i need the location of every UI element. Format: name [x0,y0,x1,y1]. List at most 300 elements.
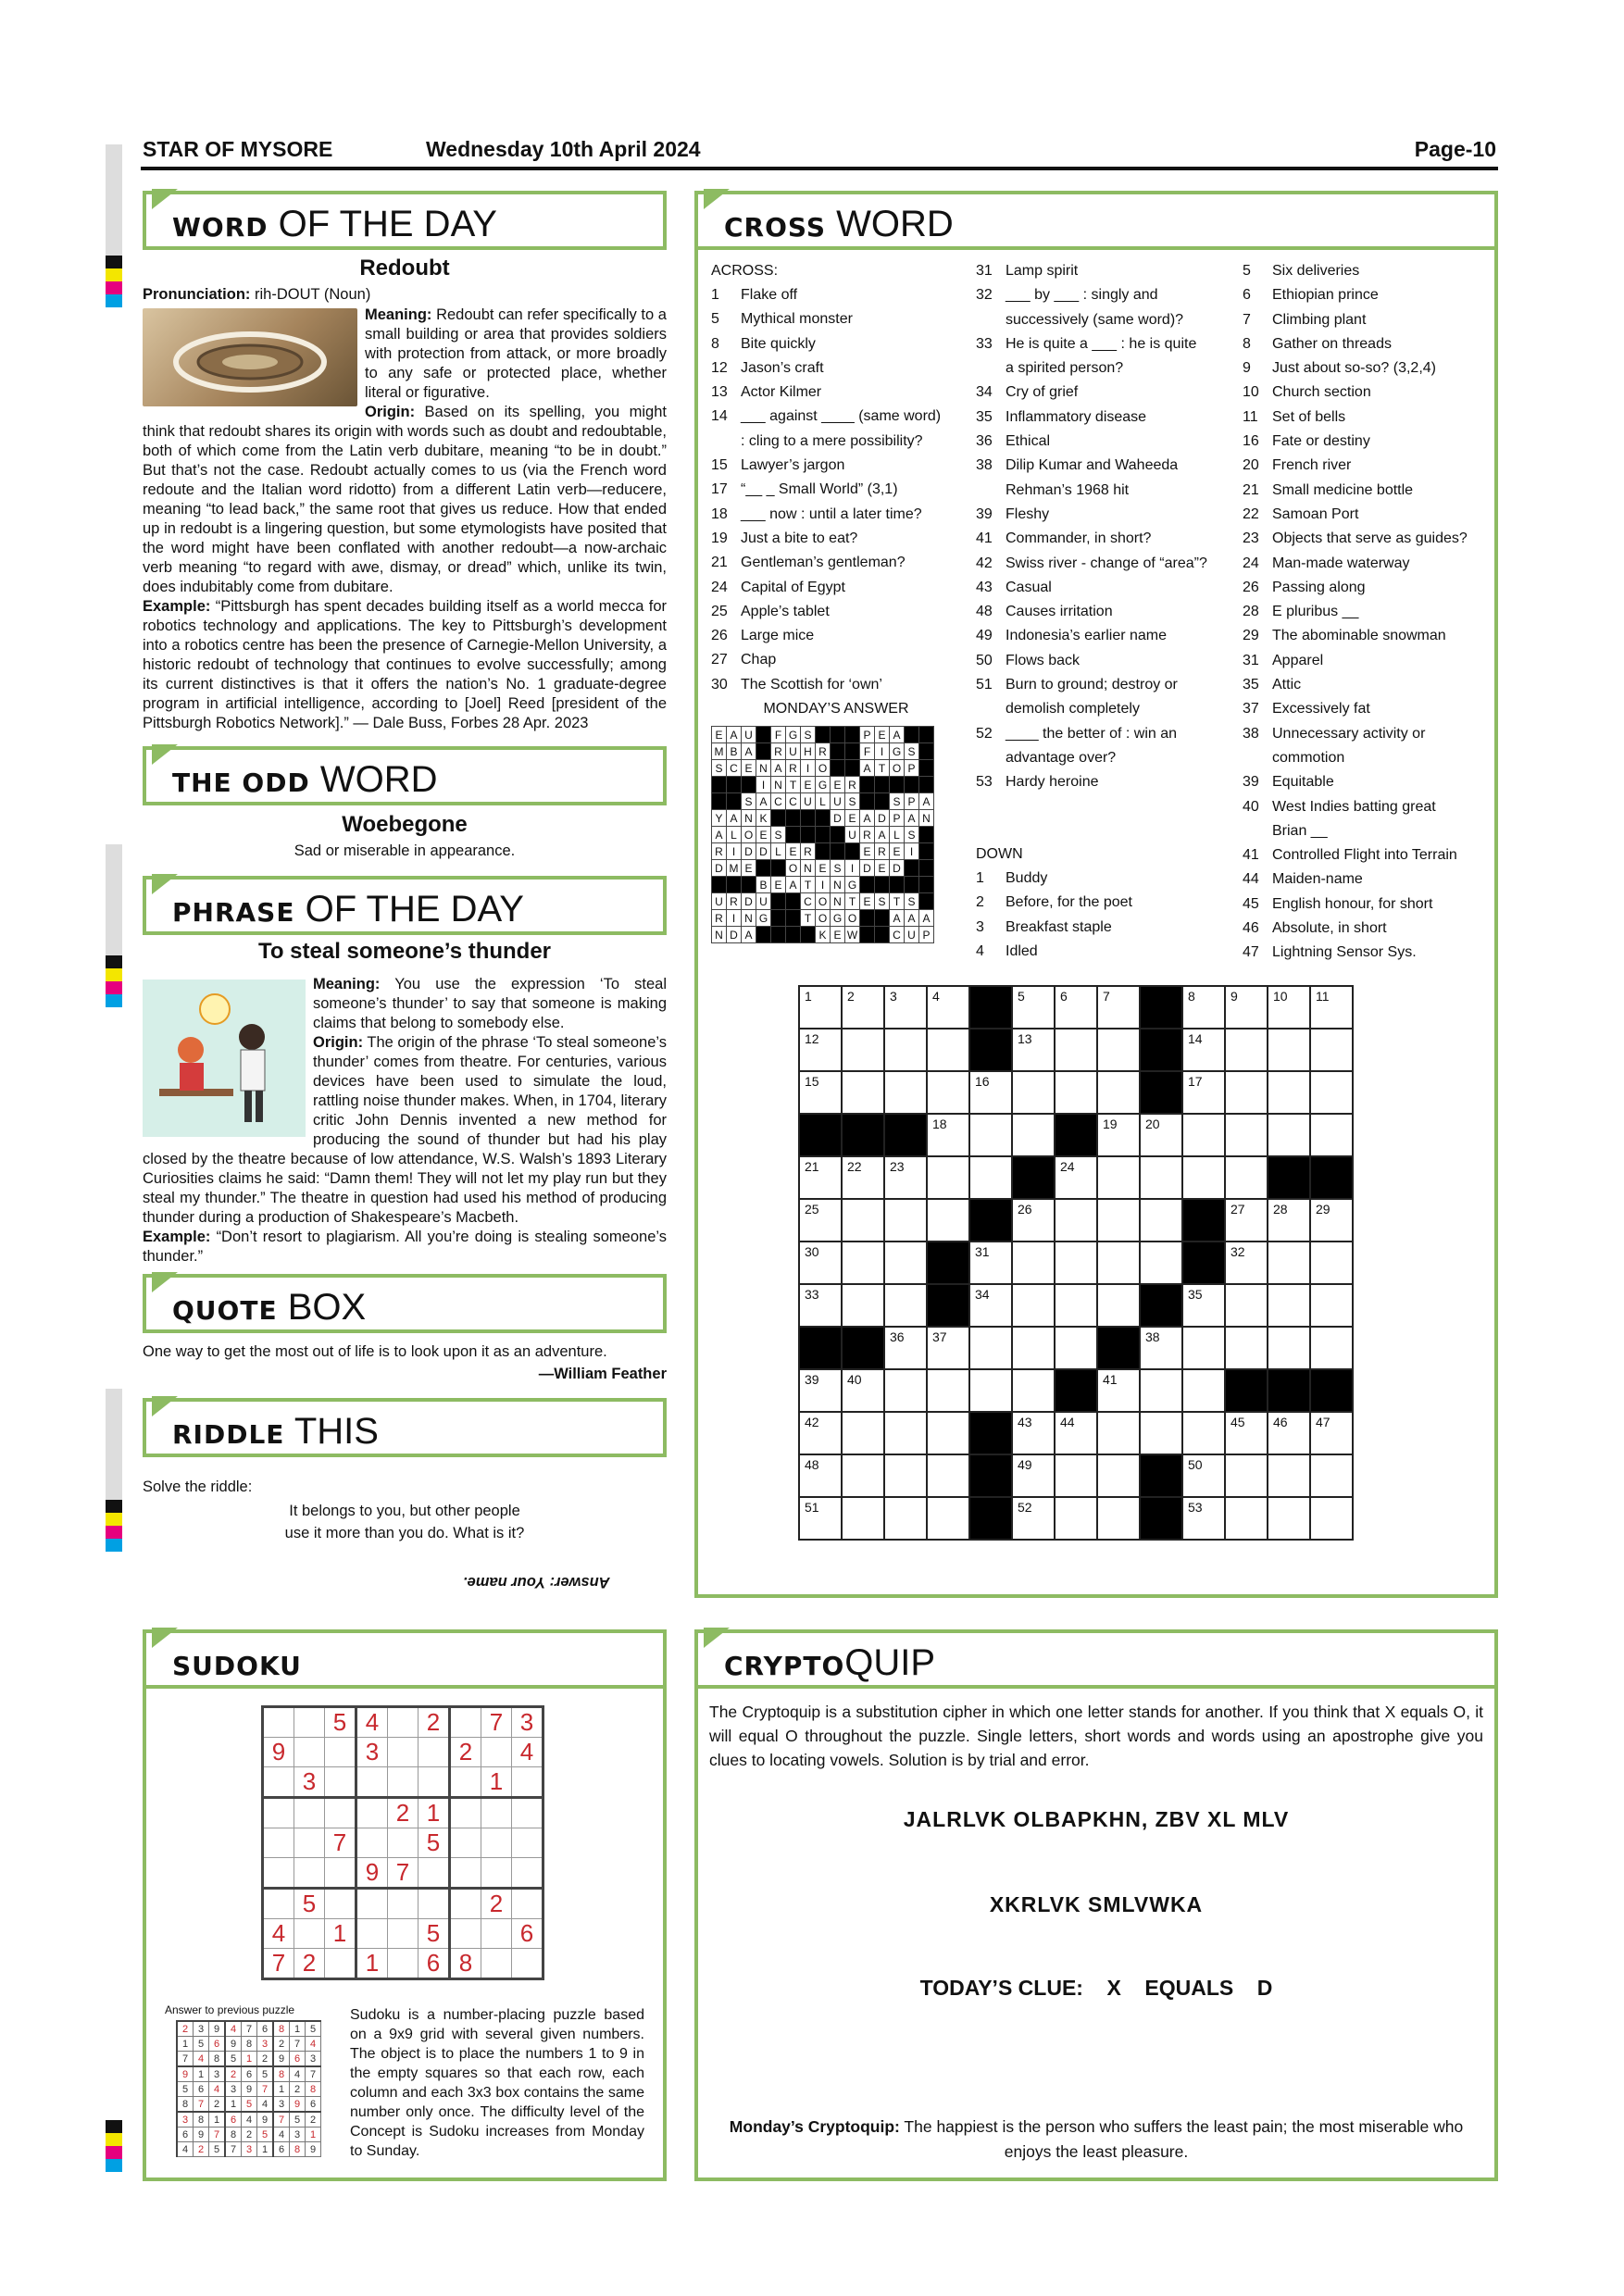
grid-square[interactable] [1268,1284,1310,1327]
previous-answer-cell: 5 [225,2052,242,2067]
sudoku-cell[interactable] [512,1949,543,1979]
answer-cell [905,727,919,743]
previous-answer-cell: 8 [209,2052,226,2067]
grid-square[interactable] [969,1114,1012,1156]
clue-item: 17 “__ _ Small World” (3,1) [711,481,898,498]
grid-square[interactable] [1097,1156,1140,1199]
sudoku-cell[interactable] [450,1707,481,1738]
grid-square[interactable] [927,1199,969,1242]
grid-square[interactable]: 12 [799,1029,842,1071]
sudoku-cell[interactable] [263,1707,294,1738]
down-clues-col2 [1243,259,1493,966]
grid-square[interactable]: 50 [1182,1454,1225,1497]
across-heading: ACROSS: [711,263,779,279]
grid-square[interactable]: 20 [1140,1114,1182,1156]
grid-square[interactable] [1310,1029,1353,1071]
answer-cell: S [890,793,905,810]
grid-black-square [799,1114,842,1156]
grid-square[interactable] [927,1029,969,1071]
previous-answer-cell: 6 [242,2066,257,2082]
grid-square[interactable] [1055,1242,1097,1284]
grid-square[interactable] [1268,1454,1310,1497]
sudoku-cell: 5 [294,1889,325,1919]
answer-cell: M [727,860,742,877]
grid-square[interactable] [1140,1242,1182,1284]
grid-square[interactable] [1140,1199,1182,1242]
sudoku-cell[interactable] [263,1858,294,1889]
grid-square[interactable]: 25 [799,1199,842,1242]
clue-item: 38 Unnecessary activity or [1243,725,1426,742]
clue-item: 10 Church section [1243,384,1371,401]
answer-cell: T [801,877,816,893]
grid-square[interactable] [1225,1454,1268,1497]
grid-square[interactable]: 16 [969,1071,1012,1114]
answer-cell [742,777,756,793]
grid-square[interactable] [1225,1114,1268,1156]
across-clues-col2 [976,259,1235,795]
sudoku-cell[interactable] [356,1767,388,1798]
answer-cell: D [742,843,756,860]
sudoku-cell[interactable] [512,1798,543,1828]
clue-item: 5 Mythical monster [711,311,853,328]
grid-square[interactable] [1012,1284,1055,1327]
previous-answer-cell: 2 [194,2142,209,2157]
grid-square[interactable] [927,1369,969,1412]
grid-square[interactable]: 43 [1012,1412,1055,1454]
sudoku-cell[interactable] [450,1889,481,1919]
previous-answer-cell: 6 [257,2021,274,2037]
answer-cell: A [905,910,919,927]
sudoku-cell[interactable] [356,1828,388,1858]
grid-square[interactable]: 3 [884,986,927,1029]
grid-square[interactable] [1012,1369,1055,1412]
sudoku-cell[interactable] [388,1828,418,1858]
grid-square[interactable] [1225,1497,1268,1540]
grid-square[interactable] [842,1454,884,1497]
grid-square[interactable]: 9 [1225,986,1268,1029]
grid-square[interactable]: 7 [1097,986,1140,1029]
grid-square[interactable]: 46 [1268,1412,1310,1454]
grid-square[interactable]: 17 [1182,1071,1225,1114]
clue-item: 46 Absolute, in short [1243,920,1387,937]
previous-answer-cell: 5 [194,2037,209,2052]
grid-square[interactable] [1097,1242,1140,1284]
answer-cell: D [727,927,742,943]
grid-square[interactable] [1182,1114,1225,1156]
grid-square[interactable] [884,1284,927,1327]
sudoku-cell[interactable] [356,1889,388,1919]
grid-square[interactable]: 6 [1055,986,1097,1029]
previous-answer-cell: 7 [242,2021,257,2037]
grid-square[interactable] [969,1369,1012,1412]
grid-square[interactable]: 4 [927,986,969,1029]
grid-square[interactable] [884,1412,927,1454]
grid-square[interactable]: 34 [969,1284,1012,1327]
sudoku-cell[interactable] [512,1828,543,1858]
registration-marks [106,1389,122,1552]
answer-cell: S [905,827,919,843]
sudoku-cell[interactable] [388,1767,418,1798]
sudoku-cell: 7 [325,1828,356,1858]
answer-cell: I [816,877,831,893]
grid-square[interactable]: 30 [799,1242,842,1284]
grid-square[interactable] [1268,1327,1310,1369]
grid-square[interactable] [842,1497,884,1540]
grid-square[interactable] [1310,1114,1353,1156]
sudoku-cell[interactable] [294,1707,325,1738]
grid-square[interactable] [884,1454,927,1497]
answer-cell: U [801,793,816,810]
grid-square[interactable] [1097,1284,1140,1327]
answer-cell: E [831,777,845,793]
grid-square[interactable] [842,1284,884,1327]
answer-cell [845,727,860,743]
sudoku-cell[interactable] [418,1858,450,1889]
sudoku-cell[interactable] [388,1707,418,1738]
grid-square[interactable]: 39 [799,1369,842,1412]
grid-square[interactable] [1268,1029,1310,1071]
clue-item: 27 Chap [711,652,777,668]
grid-square[interactable] [1268,1114,1310,1156]
grid-square[interactable]: 32 [1225,1242,1268,1284]
grid-square[interactable] [842,1412,884,1454]
grid-square[interactable]: 48 [799,1454,842,1497]
grid-square[interactable] [884,1497,927,1540]
previous-answer-cell: 8 [290,2142,306,2157]
answer-cell [875,877,890,893]
answer-cell: R [771,743,786,760]
monday-cryptoquip: Monday’s Cryptoquip: The happiest is the person who suffers the least pain; the most miserable who enjoys the least pleasure. [729,2117,1464,2161]
riddle-answer: Answer: Your name. [463,1574,610,1591]
sudoku-cell[interactable] [418,1738,450,1767]
sudoku-cell[interactable] [481,1858,512,1889]
grid-square[interactable] [1268,1242,1310,1284]
grid-black-square [842,1114,884,1156]
grid-square[interactable]: 5 [1012,986,1055,1029]
grid-square[interactable] [927,1071,969,1114]
answer-cell [845,843,860,860]
grid-square[interactable]: 52 [1012,1497,1055,1540]
sudoku-cell[interactable] [325,1798,356,1828]
sudoku-cell[interactable] [263,1889,294,1919]
answer-cell [816,843,831,860]
sudoku-cell[interactable] [388,1738,418,1767]
sudoku-cell[interactable] [356,1798,388,1828]
grid-square[interactable]: 1 [799,986,842,1029]
crossword-grid[interactable] [798,985,1354,1541]
grid-square[interactable] [927,1412,969,1454]
previous-answer-cell: 6 [177,2128,194,2142]
cryptoquip-line2: XKRLVK SMLVWKA [989,1892,1204,1916]
answer-cell: G [831,910,845,927]
answer-cell: I [756,777,771,793]
grid-square[interactable] [884,1369,927,1412]
grid-square[interactable] [884,1199,927,1242]
word-of-day-titlebar: WORD OF THE DAY [143,191,667,250]
sudoku-cell[interactable] [294,1919,325,1949]
grid-square[interactable] [1182,1369,1225,1412]
answer-cell: G [845,877,860,893]
sudoku-cell[interactable] [481,1828,512,1858]
sudoku-cell[interactable] [325,1949,356,1979]
grid-square[interactable]: 35 [1182,1284,1225,1327]
clue-item: 26 Passing along [1243,579,1366,595]
sudoku-cell[interactable] [450,1858,481,1889]
grid-square[interactable] [927,1497,969,1540]
grid-square[interactable] [1140,1369,1182,1412]
grid-square[interactable]: 33 [799,1284,842,1327]
grid-square[interactable]: 23 [884,1156,927,1199]
grid-square[interactable] [1055,1029,1097,1071]
grid-square[interactable]: 2 [842,986,884,1029]
sudoku-cell[interactable] [325,1889,356,1919]
grid-square[interactable] [1310,1242,1353,1284]
sudoku-cell[interactable] [512,1767,543,1798]
grid-square[interactable]: 45 [1225,1412,1268,1454]
grid-square[interactable]: 44 [1055,1412,1097,1454]
clue-item: 41 Controlled Flight into Terrain [1243,847,1457,864]
sudoku-cell[interactable] [418,1767,450,1798]
sudoku-cell[interactable] [325,1858,356,1889]
clue-item: Brian __ [1272,822,1328,839]
grid-square[interactable]: 14 [1182,1029,1225,1071]
grid-square[interactable] [1012,1327,1055,1369]
sudoku-cell[interactable] [325,1767,356,1798]
previous-answer-cell: 1 [225,2097,242,2113]
sudoku-cell[interactable] [512,1889,543,1919]
sudoku-cell[interactable] [481,1949,512,1979]
sudoku-cell[interactable] [481,1798,512,1828]
sudoku-cell[interactable] [450,1919,481,1949]
riddle-titlebar: RIDDLE THIS [143,1398,667,1457]
answer-cell [771,810,786,827]
previous-answer-cell: 2 [242,2128,257,2142]
grid-square[interactable]: 13 [1012,1029,1055,1071]
riddle-line2: use it more than you do. What is it? [284,1525,525,1541]
grid-square[interactable] [842,1071,884,1114]
grid-square[interactable] [1225,1029,1268,1071]
sudoku-cell[interactable] [356,1919,388,1949]
grid-square[interactable]: 19 [1097,1114,1140,1156]
sudoku-cell[interactable] [294,1798,325,1828]
grid-square[interactable] [1097,1412,1140,1454]
grid-square[interactable] [1225,1284,1268,1327]
grid-square[interactable] [1097,1071,1140,1114]
grid-square[interactable] [1140,1156,1182,1199]
answer-cell: F [860,743,875,760]
sudoku-cell[interactable] [388,1949,418,1979]
grid-square[interactable]: 40 [842,1369,884,1412]
grid-square[interactable] [1012,1114,1055,1156]
grid-square[interactable] [927,1156,969,1199]
grid-square[interactable] [1225,1156,1268,1199]
clue-item: Rehman’s 1968 hit [1006,481,1130,498]
grid-square[interactable] [1140,1412,1182,1454]
answer-cell [860,927,875,943]
grid-black-square [1140,1497,1182,1540]
grid-square[interactable]: 41 [1097,1369,1140,1412]
previous-answer-cell: 9 [257,2112,274,2128]
grid-square[interactable]: 47 [1310,1412,1353,1454]
previous-answer-cell: 6 [194,2082,209,2097]
sudoku-cell[interactable] [481,1919,512,1949]
answer-cell: E [816,860,831,877]
previous-answer-cell: 3 [273,2097,290,2113]
grid-square[interactable]: 22 [842,1156,884,1199]
grid-square[interactable]: 28 [1268,1199,1310,1242]
grid-square[interactable]: 37 [927,1327,969,1369]
grid-square[interactable] [1225,1071,1268,1114]
grid-square[interactable] [1310,1327,1353,1369]
answer-cell [756,727,771,743]
grid-square[interactable]: 31 [969,1242,1012,1284]
answer-cell: O [816,893,831,910]
answer-cell: E [875,860,890,877]
grid-square[interactable] [842,1029,884,1071]
answer-cell: E [890,843,905,860]
grid-square[interactable] [842,1242,884,1284]
grid-square[interactable]: 8 [1182,986,1225,1029]
grid-square[interactable]: 53 [1182,1497,1225,1540]
answer-cell: L [771,843,786,860]
clue-item: 29 The abominable snowman [1243,628,1446,644]
answer-cell: T [845,893,860,910]
grid-square[interactable] [1310,1454,1353,1497]
sudoku-cell[interactable] [388,1889,418,1919]
grid-square[interactable]: 21 [799,1156,842,1199]
grid-square[interactable] [1097,1029,1140,1071]
grid-square[interactable]: 51 [799,1497,842,1540]
grid-square[interactable] [1055,1454,1097,1497]
previous-answer-cell: 5 [242,2097,257,2113]
sudoku-cell[interactable] [263,1767,294,1798]
previous-answer-cell: 4 [290,2066,306,2082]
grid-square[interactable] [1055,1327,1097,1369]
previous-answer-cell: 5 [209,2142,226,2157]
grid-square[interactable] [884,1242,927,1284]
answer-cell: D [875,810,890,827]
grid-square[interactable] [1055,1284,1097,1327]
sudoku-cell: 5 [325,1707,356,1738]
grid-square[interactable] [1097,1497,1140,1540]
sudoku-cell[interactable] [325,1738,356,1767]
grid-square[interactable] [927,1454,969,1497]
phrase-body: Meaning: You use the expression ‘To steal someone’s thunder’ to say that someone is making claims that belong to somebody else. Origin: The origin of the phrase ‘To steal someone’s thunder’ comes from theatre. For centuries, various devices have been used to simulate the loud, rattling noise thunder makes. When, in 1704, literary critic John Dennis invented a new method for producing the sound of thunder but had his play closed by the theatre because of low attendance, W.S. Walsh’s 1893 Literary Curiosities claims he said: “Damn them! They will not let my play run but they steal my thunder.” The theatre in question had used his method of producing thunder during a production of Shakespeare’s Macbeth. Example: “Don’t resort to plagiarism. All you’re doing is stealing someone’s thunder.” [143,976,667,1265]
answer-cell [860,793,875,810]
grid-square[interactable] [884,1029,927,1071]
previous-answer-grid [176,2020,321,2157]
grid-square[interactable]: 42 [799,1412,842,1454]
grid-square[interactable] [1310,1497,1353,1540]
sudoku-cell[interactable] [450,1798,481,1828]
answer-cell: B [756,877,771,893]
sudoku-cell: 1 [418,1798,450,1828]
grid-square[interactable] [1055,1199,1097,1242]
grid-square[interactable] [1268,1497,1310,1540]
answer-cell: G [816,777,831,793]
grid-square[interactable] [969,1156,1012,1199]
answer-cell: N [831,877,845,893]
grid-square[interactable] [1268,1071,1310,1114]
sudoku-grid[interactable] [261,1705,544,1980]
sudoku-cell[interactable] [481,1738,512,1767]
odd-word-titlebar: THE ODD WORD [143,746,667,805]
grid-square[interactable]: 15 [799,1071,842,1114]
previous-answer-cell: 2 [225,2066,242,2082]
grid-square[interactable] [842,1199,884,1242]
grid-black-square [1055,1369,1097,1412]
grid-square[interactable]: 27 [1225,1199,1268,1242]
answer-cell: R [712,910,727,927]
issue-date: Wednesday 10th April 2024 [426,137,701,161]
sudoku-cell[interactable] [294,1828,325,1858]
clue-item: 23 Objects that serve as guides? [1243,530,1468,547]
sudoku-cell[interactable] [294,1858,325,1889]
grid-square[interactable] [1097,1199,1140,1242]
grid-square[interactable]: 29 [1310,1199,1353,1242]
sudoku-cell[interactable] [450,1828,481,1858]
grid-square[interactable] [1097,1454,1140,1497]
grid-square[interactable]: 49 [1012,1454,1055,1497]
grid-square[interactable]: 38 [1140,1327,1182,1369]
previous-answer-cell: 9 [242,2082,257,2097]
registration-marks [106,844,122,1007]
clue-item: 15 Lawyer’s jargon [711,457,845,474]
grid-square[interactable]: 36 [884,1327,927,1369]
answer-cell [890,777,905,793]
answer-cell [771,910,786,927]
sudoku-cell[interactable] [418,1889,450,1919]
answer-cell: G [890,743,905,760]
grid-square[interactable] [1182,1327,1225,1369]
previous-answer-cell: 3 [194,2021,209,2037]
answer-cell: O [816,760,831,777]
registration-marks [106,144,122,307]
answer-cell: A [712,827,727,843]
grid-square[interactable] [1310,1071,1353,1114]
grid-square[interactable]: 11 [1310,986,1353,1029]
grid-square[interactable] [1055,1071,1097,1114]
sudoku-cell[interactable] [450,1767,481,1798]
grid-square[interactable] [969,1327,1012,1369]
sudoku-cell[interactable] [294,1738,325,1767]
sudoku-cell[interactable] [512,1858,543,1889]
grid-black-square [1140,1284,1182,1327]
grid-square[interactable] [1012,1242,1055,1284]
grid-square[interactable]: 18 [927,1114,969,1156]
grid-square[interactable] [1012,1071,1055,1114]
grid-square[interactable]: 26 [1012,1199,1055,1242]
sudoku-cell[interactable] [263,1798,294,1828]
grid-square[interactable] [884,1071,927,1114]
grid-square[interactable]: 24 [1055,1156,1097,1199]
previous-answer-cell: 7 [257,2082,274,2097]
grid-square[interactable] [1182,1156,1225,1199]
grid-square[interactable]: 10 [1268,986,1310,1029]
grid-square[interactable] [1225,1327,1268,1369]
previous-answer-cell: 1 [242,2052,257,2067]
answer-cell: I [905,843,919,860]
grid-square[interactable] [1310,1284,1353,1327]
previous-answer-cell: 8 [306,2082,321,2097]
answer-cell [756,860,771,877]
clue-item: 26 Large mice [711,628,815,644]
sudoku-cell[interactable] [263,1828,294,1858]
sudoku-cell[interactable] [388,1919,418,1949]
grid-square[interactable] [1182,1412,1225,1454]
answer-cell: W [845,927,860,943]
grid-square[interactable] [1055,1497,1097,1540]
